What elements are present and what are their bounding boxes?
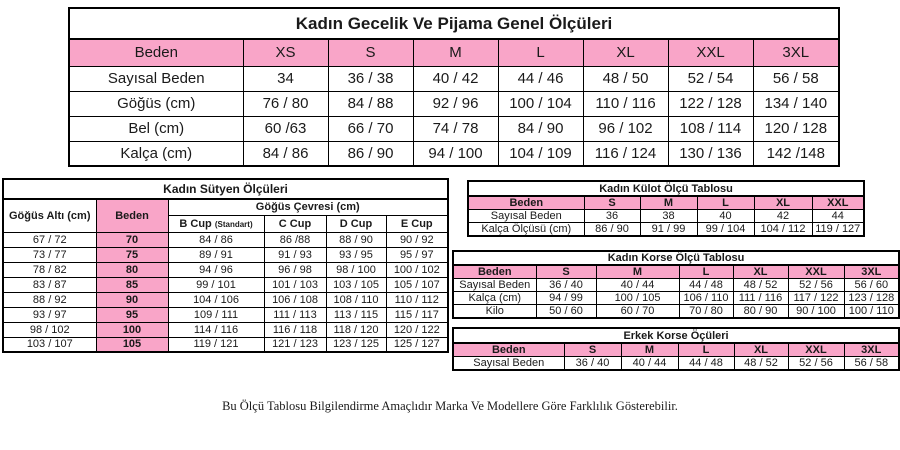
- table-cell: 48 / 50: [583, 66, 668, 91]
- table-cell: 80: [96, 262, 168, 277]
- table-cell: 103 / 105: [326, 277, 386, 292]
- table-header-row: [3, 199, 448, 215]
- table-title: Kadın Külot Ölçü Tablosu: [468, 181, 864, 196]
- table-cell: S: [328, 39, 413, 66]
- table-cell: 104 / 106: [168, 292, 264, 307]
- table-cell: Sayısal Beden: [453, 357, 564, 371]
- table-cell: 88 / 90: [326, 232, 386, 247]
- table-cell: 122 / 128: [668, 91, 753, 116]
- table-cell: L: [498, 39, 583, 66]
- table-cell: 48 / 52: [733, 279, 788, 292]
- table-cell: Kilo: [453, 305, 536, 319]
- table-row: [3, 307, 448, 322]
- table-cell: 101 / 103: [264, 277, 326, 292]
- table-cell: Kalça Ölçüsü (cm): [468, 223, 584, 237]
- table-header-row: [453, 265, 899, 279]
- column-header-gogus-cevresi: Göğüs Çevresi (cm): [168, 199, 448, 215]
- table-header-row: [468, 196, 864, 210]
- table-cell: 86 / 90: [584, 223, 640, 237]
- table-cell: 76 / 80: [243, 91, 328, 116]
- table-cell: XL: [583, 39, 668, 66]
- table-title-row: [69, 8, 839, 39]
- table-cell: 108 / 110: [326, 292, 386, 307]
- table-cell: 52 / 54: [668, 66, 753, 91]
- table-cell: 96 / 98: [264, 262, 326, 277]
- table-cell: S: [584, 196, 640, 210]
- table-cell: Kalça (cm): [69, 141, 243, 166]
- table-title-row: [453, 251, 899, 265]
- table-cell: Beden: [453, 343, 564, 357]
- table-cell: 108 / 114: [668, 116, 753, 141]
- table-cell: Kalça (cm): [453, 292, 536, 305]
- column-header-gogus-alti: Göğüs Altı (cm): [3, 199, 96, 232]
- table-cell: 98 / 102: [3, 322, 96, 337]
- table-cell: XL: [754, 196, 812, 210]
- table-cell: 42: [754, 210, 812, 223]
- table-cell: 118 / 120: [326, 322, 386, 337]
- table-row: [3, 232, 448, 247]
- table-cell: 36 / 38: [328, 66, 413, 91]
- table-cell: Beden: [468, 196, 584, 210]
- table-cell: 66 / 70: [328, 116, 413, 141]
- table-row: [69, 141, 839, 166]
- table-cell: 56 / 58: [753, 66, 839, 91]
- table-cell: Göğüs (cm): [69, 91, 243, 116]
- table-cell: 105 / 107: [386, 277, 448, 292]
- cup-note: (Standart): [214, 219, 253, 229]
- table-cell: XS: [243, 39, 328, 66]
- column-header-d-cup: D Cup: [326, 215, 386, 232]
- table-cell: M: [621, 343, 678, 357]
- table-cell: 36: [584, 210, 640, 223]
- table-row: [453, 292, 899, 305]
- column-header-c-cup: C Cup: [264, 215, 326, 232]
- table-title: Kadın Sütyen Ölçüleri: [3, 179, 448, 199]
- table-cell: 94 / 100: [413, 141, 498, 166]
- table-cell: 119 / 121: [168, 337, 264, 352]
- table-cell: 3XL: [844, 343, 899, 357]
- table-title: Kadın Gecelik Ve Pijama Genel Ölçüleri: [69, 8, 839, 39]
- table-cell: 123 / 128: [844, 292, 899, 305]
- table-title: Kadın Korse Ölçü Tablosu: [453, 251, 899, 265]
- table-cell: 3XL: [753, 39, 839, 66]
- table-cell: 84 / 88: [328, 91, 413, 116]
- table-cell: Beden: [453, 265, 536, 279]
- table-cell: 84 / 86: [168, 232, 264, 247]
- kulot-table: [467, 180, 865, 237]
- table-row: [3, 262, 448, 277]
- table-cell: 80 / 90: [733, 305, 788, 319]
- table-cell: 100 / 102: [386, 262, 448, 277]
- table-cell: 99 / 101: [168, 277, 264, 292]
- korse-erkek-table: [452, 327, 900, 371]
- table-cell: 36 / 40: [564, 357, 621, 371]
- table-cell: 52 / 56: [788, 279, 844, 292]
- table-cell: 114 / 116: [168, 322, 264, 337]
- table-cell: 130 / 136: [668, 141, 753, 166]
- table-cell: 98 / 100: [326, 262, 386, 277]
- table-cell: 106 / 108: [264, 292, 326, 307]
- table-cell: XXL: [668, 39, 753, 66]
- table-cell: 86 /88: [264, 232, 326, 247]
- table-row: [69, 91, 839, 116]
- table-cell: S: [564, 343, 621, 357]
- table-cell: XL: [734, 343, 788, 357]
- table-cell: Sayısal Beden: [69, 66, 243, 91]
- table-cell: 111 / 116: [733, 292, 788, 305]
- table-cell: 3XL: [844, 265, 899, 279]
- table-cell: 40 / 44: [596, 279, 679, 292]
- table-row: [3, 277, 448, 292]
- table-cell: 60 / 70: [596, 305, 679, 319]
- table-cell: 120 / 128: [753, 116, 839, 141]
- table-cell: 100: [96, 322, 168, 337]
- table-cell: Bel (cm): [69, 116, 243, 141]
- table-cell: 99 / 104: [697, 223, 754, 237]
- table-cell: 40 / 42: [413, 66, 498, 91]
- table-cell: 70 / 80: [679, 305, 733, 319]
- table-cell: M: [413, 39, 498, 66]
- table-row: [453, 357, 899, 371]
- table-cell: L: [678, 343, 734, 357]
- table-title-row: [468, 181, 864, 196]
- table-title-row: [3, 179, 448, 199]
- table-cell: 44 / 48: [679, 279, 733, 292]
- column-header-e-cup: E Cup: [386, 215, 448, 232]
- table-cell: 94 / 99: [536, 292, 596, 305]
- column-header-beden: Beden: [96, 199, 168, 232]
- table-cell: XXL: [788, 265, 844, 279]
- table-cell: 56 / 60: [844, 279, 899, 292]
- table-cell: 91 / 99: [640, 223, 697, 237]
- table-row: [3, 247, 448, 262]
- table-cell: M: [640, 196, 697, 210]
- table-cell: 100 / 105: [596, 292, 679, 305]
- table-cell: 70: [96, 232, 168, 247]
- table-cell: 117 / 122: [788, 292, 844, 305]
- table-cell: 104 / 109: [498, 141, 583, 166]
- table-cell: 38: [640, 210, 697, 223]
- table-cell: XXL: [788, 343, 844, 357]
- table-row: [3, 322, 448, 337]
- table-cell: 90 / 92: [386, 232, 448, 247]
- sutyen-table: [2, 178, 449, 353]
- table-cell: 95 / 97: [386, 247, 448, 262]
- table-cell: 92 / 96: [413, 91, 498, 116]
- table-cell: 78 / 82: [3, 262, 96, 277]
- table-cell: 123 / 125: [326, 337, 386, 352]
- table-cell: 88 / 92: [3, 292, 96, 307]
- table-cell: 109 / 111: [168, 307, 264, 322]
- table-cell: 44: [812, 210, 864, 223]
- table-row: [69, 66, 839, 91]
- table-row: [468, 210, 864, 223]
- table-cell: Sayısal Beden: [453, 279, 536, 292]
- table-row: [468, 223, 864, 237]
- table-cell: 104 / 112: [754, 223, 812, 237]
- table-cell: 44 / 46: [498, 66, 583, 91]
- korse-kadin-table: [452, 250, 900, 319]
- table-cell: 110 / 112: [386, 292, 448, 307]
- table-cell: 84 / 86: [243, 141, 328, 166]
- table-cell: 105: [96, 337, 168, 352]
- table-cell: XXL: [812, 196, 864, 210]
- table-cell: L: [697, 196, 754, 210]
- table-cell: Sayısal Beden: [468, 210, 584, 223]
- table-cell: 52 / 56: [788, 357, 844, 371]
- table-cell: 116 / 118: [264, 322, 326, 337]
- table-cell: 73 / 77: [3, 247, 96, 262]
- table-cell: S: [536, 265, 596, 279]
- table-cell: 115 / 117: [386, 307, 448, 322]
- table-cell: Beden: [69, 39, 243, 66]
- table-cell: 93 / 95: [326, 247, 386, 262]
- table-cell: 95: [96, 307, 168, 322]
- table-cell: 93 / 97: [3, 307, 96, 322]
- table-cell: 86 / 90: [328, 141, 413, 166]
- table-cell: 100 / 110: [844, 305, 899, 319]
- table-cell: L: [679, 265, 733, 279]
- table-cell: 103 / 107: [3, 337, 96, 352]
- table-cell: 142 /148: [753, 141, 839, 166]
- table-cell: 91 / 93: [264, 247, 326, 262]
- table-cell: 121 / 123: [264, 337, 326, 352]
- table-cell: 48 / 52: [734, 357, 788, 371]
- table-title: Erkek Korse Öçüleri: [453, 328, 899, 343]
- table-cell: 90 / 100: [788, 305, 844, 319]
- table-cell: 40 / 44: [621, 357, 678, 371]
- table-cell: 113 / 115: [326, 307, 386, 322]
- table-cell: 134 / 140: [753, 91, 839, 116]
- footer-note: Bu Ölçü Tablosu Bilgilendirme Amaçlıdır Marka Ve Modellere Göre Farklılık Gösterebilir.: [222, 399, 678, 413]
- table-cell: 84 / 90: [498, 116, 583, 141]
- table-cell: 120 / 122: [386, 322, 448, 337]
- table-row: [3, 292, 448, 307]
- table-row: [453, 279, 899, 292]
- table-cell: 111 / 113: [264, 307, 326, 322]
- table-cell: 106 / 110: [679, 292, 733, 305]
- table-cell: 96 / 102: [583, 116, 668, 141]
- table-cell: 44 / 48: [678, 357, 734, 371]
- table-header-row: [453, 343, 899, 357]
- table-cell: 60 /63: [243, 116, 328, 141]
- table-header-row: [69, 39, 839, 66]
- table-cell: 74 / 78: [413, 116, 498, 141]
- table-cell: 90: [96, 292, 168, 307]
- table-title-row: [453, 328, 899, 343]
- table-cell: 125 / 127: [386, 337, 448, 352]
- table-row: [453, 305, 899, 319]
- table-cell: 56 / 58: [844, 357, 899, 371]
- table-row: [3, 337, 448, 352]
- table-cell: 75: [96, 247, 168, 262]
- table-cell: 119 / 127: [812, 223, 864, 237]
- table-cell: XL: [733, 265, 788, 279]
- table-cell: M: [596, 265, 679, 279]
- table-cell: 40: [697, 210, 754, 223]
- column-header-b-cup: [168, 215, 264, 232]
- table-cell: 110 / 116: [583, 91, 668, 116]
- table-cell: 89 / 91: [168, 247, 264, 262]
- table-cell: 94 / 96: [168, 262, 264, 277]
- table-cell: 85: [96, 277, 168, 292]
- table-cell: 116 / 124: [583, 141, 668, 166]
- table-cell: 34: [243, 66, 328, 91]
- cup-label: B Cup: [179, 217, 212, 230]
- table-cell: 50 / 60: [536, 305, 596, 319]
- table-cell: 67 / 72: [3, 232, 96, 247]
- table-cell: 36 / 40: [536, 279, 596, 292]
- table-cell: 83 / 87: [3, 277, 96, 292]
- gecelik-pijama-table: [68, 7, 840, 167]
- table-row: [69, 116, 839, 141]
- table-cell: 100 / 104: [498, 91, 583, 116]
